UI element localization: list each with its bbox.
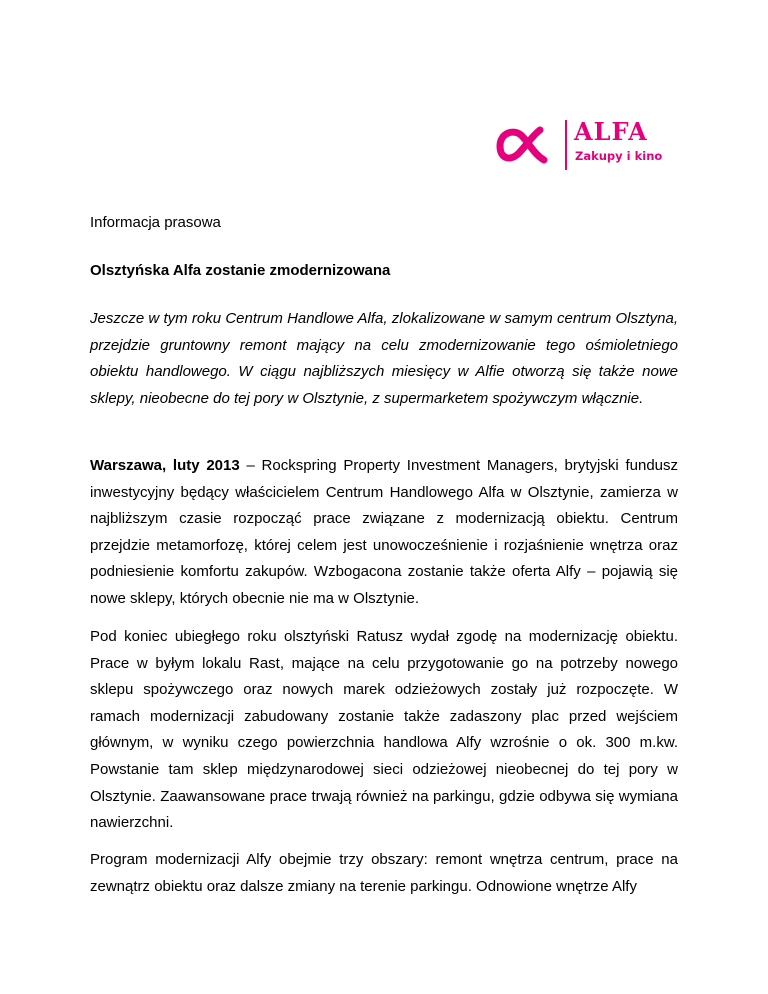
lead-paragraph: Jeszcze w tym roku Centrum Handlowe Alfa, zlokalizowane w samym centrum Olsztyna, przejdzie gruntowny remont mający na celu zmodernizowanie tego ośmioletniego obiektu handlowego. W ciągu najbliższych miesięcy w Alfie otworzą się także nowe sklepy, nieobecne do tej pory w Olsztynie, z supermarketem spożywczym włącznie. <box>90 310 678 407</box>
brand-name: ALFA <box>574 117 648 146</box>
alfa-logo <box>496 118 676 174</box>
dateline: Warszawa, luty 2013 <box>90 457 240 474</box>
page-title: Olsztyńska Alfa zostanie zmodernizowana <box>90 262 391 279</box>
alpha-logo-icon <box>496 124 554 164</box>
brand-tagline: Zakupy i kino <box>575 149 663 163</box>
logo-divider <box>565 120 567 170</box>
document-type: Informacja prasowa <box>90 214 221 231</box>
paragraph-1-body: – Rockspring Property Investment Managers, brytyjski fundusz inwestycyjny będący właścicielem Centrum Handlowego Alfa w Olsztynie, zamierza w najbliższym czasie rozpocząć prace związane z modernizacją obiektu. Centrum przejdzie metamorfozę, której celem jest unowocześnienie i rozjaśnienie wnętrza oraz podniesienie komfortu zakupów. Wzbogacona zostanie także oferta Alfy – pojawią się nowe sklepy, których obecnie nie ma w Olsztynie. <box>90 457 678 607</box>
paragraph-3: Program modernizacji Alfy obejmie trzy obszary: remont wnętrza centrum, prace na zewnątrz obiektu oraz dalsze zmiany na terenie parkingu. Odnowione wnętrze Alfy <box>90 851 678 895</box>
paragraph-2: Pod koniec ubiegłego roku olsztyński Ratusz wydał zgodę na modernizację obiektu. Prace w byłym lokalu Rast, mające na celu przygotowanie go na potrzeby nowego sklepu spożywczego oraz nowych marek odzieżowych zostały już rozpoczęte. W ramach modernizacji zabudowany zostanie także zadaszony plac przed wejściem głównym, w wyniku czego powierzchnia handlowa Alfy wzrośnie o ok. 300 m.kw. Powstanie tam sklep międzynarodowej sieci odzieżowej nieobecnej do tej pory w Olsztynie. Zaawansowane prace trwają również na parkingu, gdzie odbywa się wymiana nawierzchni. <box>90 628 678 832</box>
paragraph-1 <box>90 453 678 613</box>
